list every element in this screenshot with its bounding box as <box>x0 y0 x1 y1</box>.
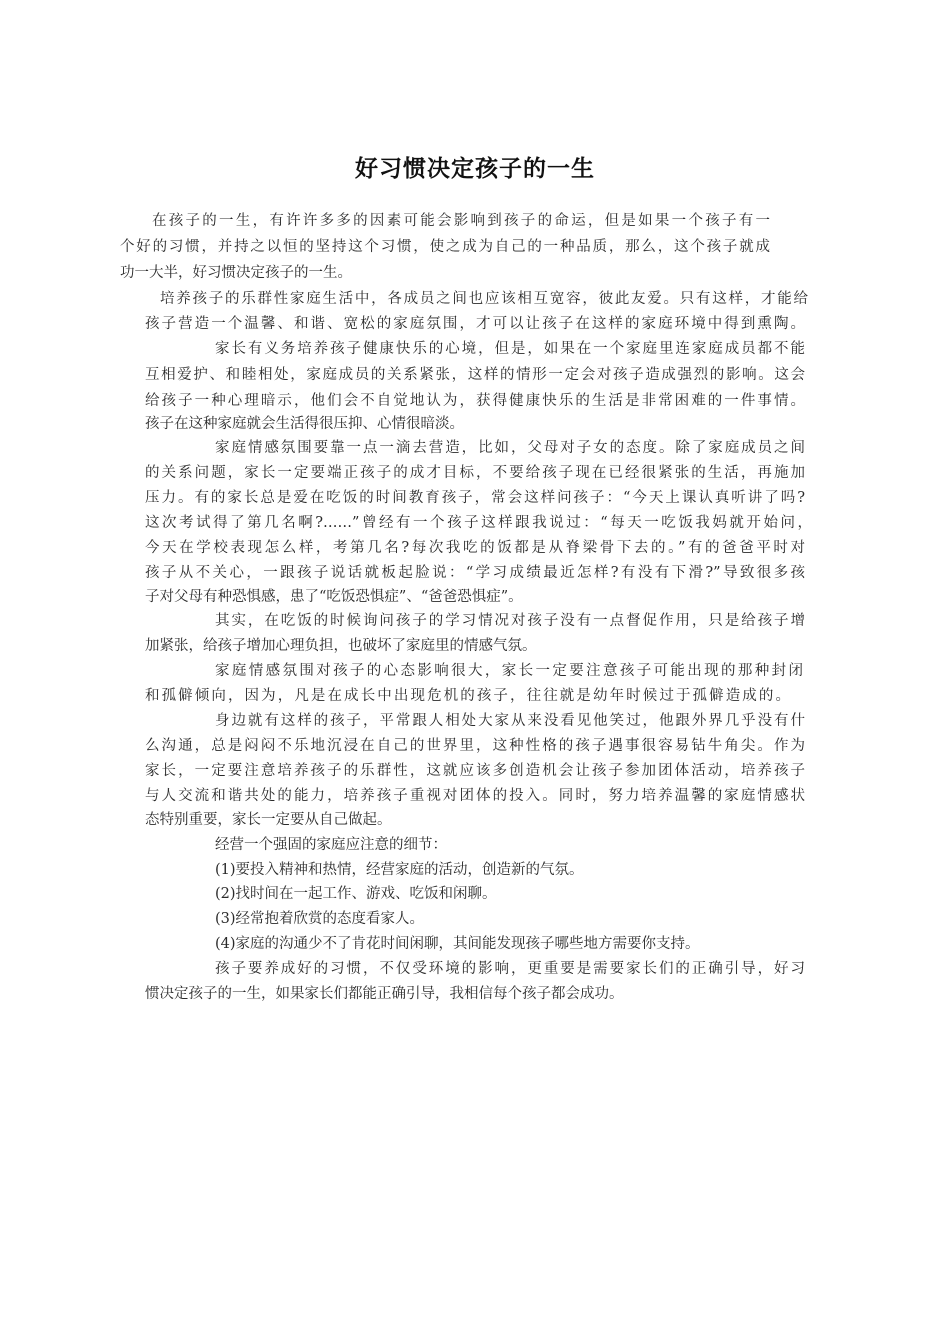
text-line: 孩子在这种家庭就会生活得很压抑、心情很暗淡。 <box>145 416 464 432</box>
text-line: 身边就有这样的孩子，平常跟人相处大家从来没看见他笑过，他跟外界几乎没有什 <box>215 713 805 729</box>
text-line: 惯决定孩子的一生，如果家长们都能正确引导，我相信每个孩子都会成功。 <box>145 986 624 1002</box>
list-item: (4)家庭的沟通少不了肯花时间闲聊，其间能发现孩子哪些地方需要你支持。 <box>215 936 700 952</box>
list-item: (3)经常抱着欣赏的态度看家人。 <box>215 911 425 927</box>
text-line: 态特别重要，家长一定要从自己做起。 <box>145 812 392 828</box>
text-line: 加紧张，给孩子增加心理负担，也破坏了家庭里的情感气氛。 <box>145 638 537 654</box>
text-line: 压力。有的家长总是爱在吃饭的时间教育孩子，常会这样问孩子：“今天上课认真听讲了吗? <box>145 490 805 506</box>
text-line: 家长有义务培养孩子健康快乐的心境，但是，如果在一个家庭里连家庭成员都不能 <box>215 341 805 357</box>
text-line: 么沟通，总是闷闷不乐地沉浸在自己的世界里，这种性格的孩子遇事很容易钻牛角尖。作为 <box>145 738 805 754</box>
list-item: (2)找时间在一起工作、游戏、吃饭和闲聊。 <box>215 886 497 902</box>
document-title: 好习惯决定孩子的一生 <box>355 156 595 182</box>
text-line: 在孩子的一生，有许许多多的因素可能会影响到孩子的命运，但是如果一个孩子有一 <box>152 213 770 229</box>
text-line: 的关系问题，家长一定要端正孩子的成才目标，不要给孩子现在已经很紧张的生活，再施加 <box>145 465 805 481</box>
text-line: 家长，一定要注意培养孩子的乐群性，这就应该多创造机会让孩子参加团体活动，培养孩子 <box>145 763 805 779</box>
text-line: 孩子营造一个温馨、和谐、宽松的家庭氛围，才可以让孩子在这样的家庭环境中得到熏陶。 <box>145 316 805 332</box>
text-line: 其实，在吃饭的时候询问孩子的学习情况对孩子没有一点督促作用，只是给孩子增 <box>215 613 805 629</box>
text-line: 孩子从不关心，一跟孩子说话就板起脸说：“学习成绩最近怎样?有没有下滑?”导致很多孩 <box>145 565 805 581</box>
text-line: 经营一个强固的家庭应注意的细节： <box>215 837 447 853</box>
list-item: (1)要投入精神和热情，经营家庭的活动，创造新的气氛。 <box>215 862 584 878</box>
text-line: 功一大半，好习惯决定孩子的一生。 <box>120 265 352 281</box>
text-line: 这次考试得了第几名啊?……”曾经有一个孩子这样跟我说过：“每天一吃饭我妈就开始问， <box>145 515 812 531</box>
text-line: 家庭情感氛围要靠一点一滴去营造，比如，父母对子女的态度。除了家庭成员之间 <box>215 440 805 456</box>
text-line: 和孤僻倾向，因为，凡是在成长中出现危机的孩子，往往就是幼年时候过于孤僻造成的。 <box>145 688 790 704</box>
text-line: 孩子要养成好的习惯，不仅受环境的影响，更重要是需要家长们的正确引导，好习 <box>215 961 805 977</box>
text-line: 培养孩子的乐群性家庭生活中，各成员之间也应该相互宽容，彼此友爱。只有这样，才能给 <box>160 291 808 307</box>
text-line: 互相爱护、和睦相处，家庭成员的关系紧张，这样的情形一定会对孩子造成强烈的影响。这会 <box>145 367 805 383</box>
text-line: 给孩子一种心理暗示，他们会不自觉地认为，获得健康快乐的生活是非常困难的一件事情。 <box>145 393 805 409</box>
text-line: 家庭情感氛围对孩子的心态影响很大，家长一定要注意孩子可能出现的那种封闭 <box>215 663 803 679</box>
text-line: 今天在学校表现怎么样，考第几名?每次我吃的饭都是从脊梁骨下去的。”有的爸爸平时对 <box>145 540 805 556</box>
text-line: 子对父母有种恐惧感，患了“吃饭恐惧症”、“爸爸恐惧症”。 <box>145 589 523 605</box>
text-line: 个好的习惯，并持之以恒的坚持这个习惯，使之成为自己的一种品质，那么，这个孩子就成 <box>120 239 770 255</box>
text-line: 与人交流和谐共处的能力，培养孩子重视对团体的投入。同时，努力培养温馨的家庭情感状 <box>145 788 805 804</box>
